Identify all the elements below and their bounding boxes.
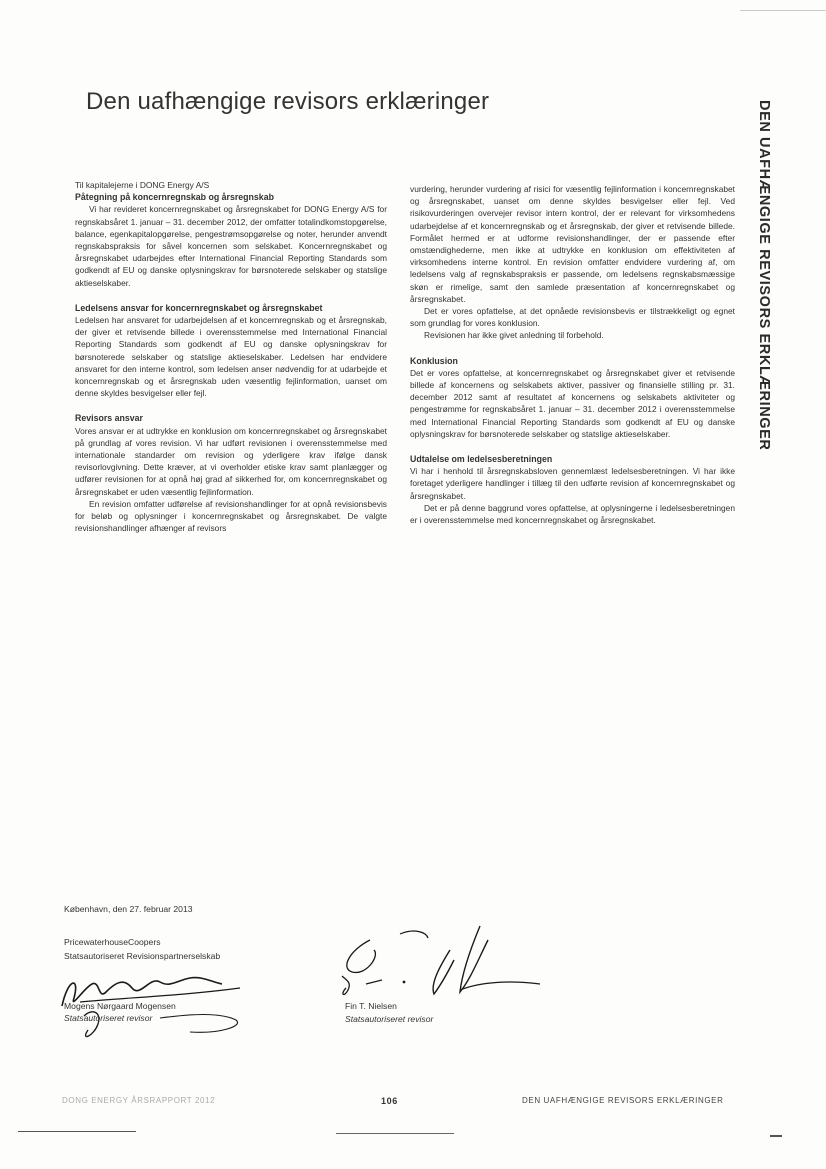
addressee: Til kapitalejerne i DONG Energy A/S: [75, 180, 210, 190]
signer-2-name: Fin T. Nielsen: [345, 1001, 397, 1011]
paragraph: Det er vores opfattelse, at det opnåede revisionsbevis er tilstrækkeligt og egnet som grundlag for vores konklusion.: [410, 306, 735, 329]
paragraph: Vi har revideret koncernregnskabet og årsregnskabet for DONG Energy A/S for regnskabsåret 1. januar – 31. december 2012, der omfatter totalindkomstopgørelse, balance, egenkapitalopgørelse, pengestrømsopgørelse og noter, herunder anvendt regnskabspraksis for såvel koncernen som selskabet. Koncernregnskabet og årsregnskabet udarbejdes efter International Financial Reporting Standards som godkendt af EU og danske oplysningskrav for børsnoterede selskaber og statslige aktieselskaber.: [75, 204, 387, 288]
paragraph: Ledelsen har ansvaret for udarbejdelsen af et koncernregnskab og et årsregnskab, der giver et retvisende billede i overensstemmelse med International Financial Reporting Standards som godkendt af EU og danske oplysningskrav for børsnoterede selskaber og statslige aktieselskaber. Ledelsen har endvidere ansvaret for den interne kontrol, som ledelsen anser nødvendig for at udarbejde et koncernregnskab og et årsregnskab uden væsentlig fejlinformation, uanset om denne skyldes besvigelser eller fejl.: [75, 315, 387, 399]
paragraph: En revision omfatter udførelse af revisionshandlinger for at opnå revisionsbevis for beløb og oplysninger i koncernregnskabet og årsregnskabet. De valgte revisionshandlinger afhænger af revisors: [75, 498, 387, 534]
section-heading-management: Ledelsens ansvar for koncernregnskabet og årsregnskabet: [75, 302, 323, 313]
paragraph: Vi har i henhold til årsregnskabsloven gennemlæst ledelsesberetningen. Vi har ikke foretaget yderligere handlinger i tillæg til den udførte revision af koncernregnskabet og årsregnskabet.: [410, 466, 735, 501]
paragraph: Revisionen har ikke givet anledning til forbehold.: [424, 330, 604, 341]
paragraph: Det er vores opfattelse, at koncernregnskabet og årsregnskabet giver et retvisende billede af koncernens og selskabets aktiver, passiver og finansielle stilling pr. 31. december 2012 samt af resultatet af koncernens og selskabets aktiviteter og pengestrømme for regnskabsåret 1. januar – 31. december 2012 i overensstemmelse med International Financial Reporting Standards som godkendt af EU og danske oplysningskrav for børsnoterede selskaber og statslige aktieselskaber.: [410, 367, 735, 439]
paragraph: Det er på denne baggrund vores opfattelse, at oplysningerne i ledelsesberetningen er i overensstemmelse med koncernregnskabet og årsregnskabet.: [410, 502, 735, 526]
section-heading-auditor: Revisors ansvar: [75, 413, 143, 424]
paragraph: Vores ansvar er at udtrykke en konklusion om koncernregnskabet og årsregnskabet på grundlag af vores revision. Vi har udført revisionen i overensstemmelse med internationale standarder om revision og yderligere krav ifølge dansk revisorlovgivning. Dette kræver, at vi overholder etiske krav samt planlægger og udfører revisionen for at opnå høj grad af sikkerhed for, om koncernregnskabet og årsregnskabet er uden væsentlig fejlinformation.: [75, 425, 387, 497]
page-title: Den uafhængige revisors erklæringer: [86, 88, 490, 115]
left-column: [75, 179, 387, 534]
section-heading-opinion: Påtegning på koncernregnskab og årsregnskab: [75, 192, 274, 203]
scan-edge-line-bottom-right: [770, 1135, 782, 1137]
footer-section-name: DEN UAFHÆNGIGE REVISORS ERKLÆRINGER: [522, 1096, 724, 1105]
scan-edge-line-bottom-mid: [336, 1133, 454, 1134]
signer-1-name: Mogens Nørgaard Mogensen: [64, 1001, 176, 1011]
firm-name: PricewaterhouseCoopers: [64, 937, 161, 947]
side-title: DEN UAFHÆNGIGE REVISORS ERKLÆRINGER: [756, 100, 772, 451]
section-heading-conclusion: Konklusion: [410, 355, 458, 366]
footer-report-name: DONG ENERGY ÅRSRAPPORT 2012: [62, 1096, 216, 1105]
paragraph: vurdering, herunder vurdering af risici for væsentlig fejlinformation i koncernregnskabet og årsregnskabet, uanset om denne skyldes besvigelser eller fejl. Ved risikovurderingen overvejer revisor intern kontrol, der er relevant for virksomhedens udarbejdelse af et koncernregnskab og et årsregnskab, der giver et retvisende billede. Formålet hermed er at udforme revisionshandlinger, der er passende efter omstændighederne, men ikke at udtrykke en konklusion om effektiviteten af virksomhedens interne kontrol. En revision omfatter endvidere vurdering af, om ledelsens valg af regnskabspraksis er passende, om ledelsens regnskabsmæssige skøn er rimelige, samt den samlede præsentation af koncernregnskabet og årsregnskabet.: [410, 184, 735, 304]
scan-edge-line-bottom-left: [18, 1131, 136, 1132]
footer-page-number: 106: [381, 1096, 398, 1106]
firm-subtitle: Statsautoriseret Revisionspartnerselskab: [64, 951, 221, 961]
signer-2-title: Statsautoriseret revisor: [345, 1014, 434, 1024]
place-date: København, den 27. februar 2013: [64, 904, 193, 914]
signer-1-title: Statsautoriseret revisor: [64, 1013, 153, 1023]
section-heading-management-report: Udtalelse om ledelsesberetningen: [410, 454, 553, 465]
scan-edge-line-top-right: [740, 10, 826, 11]
right-column: [410, 183, 735, 526]
